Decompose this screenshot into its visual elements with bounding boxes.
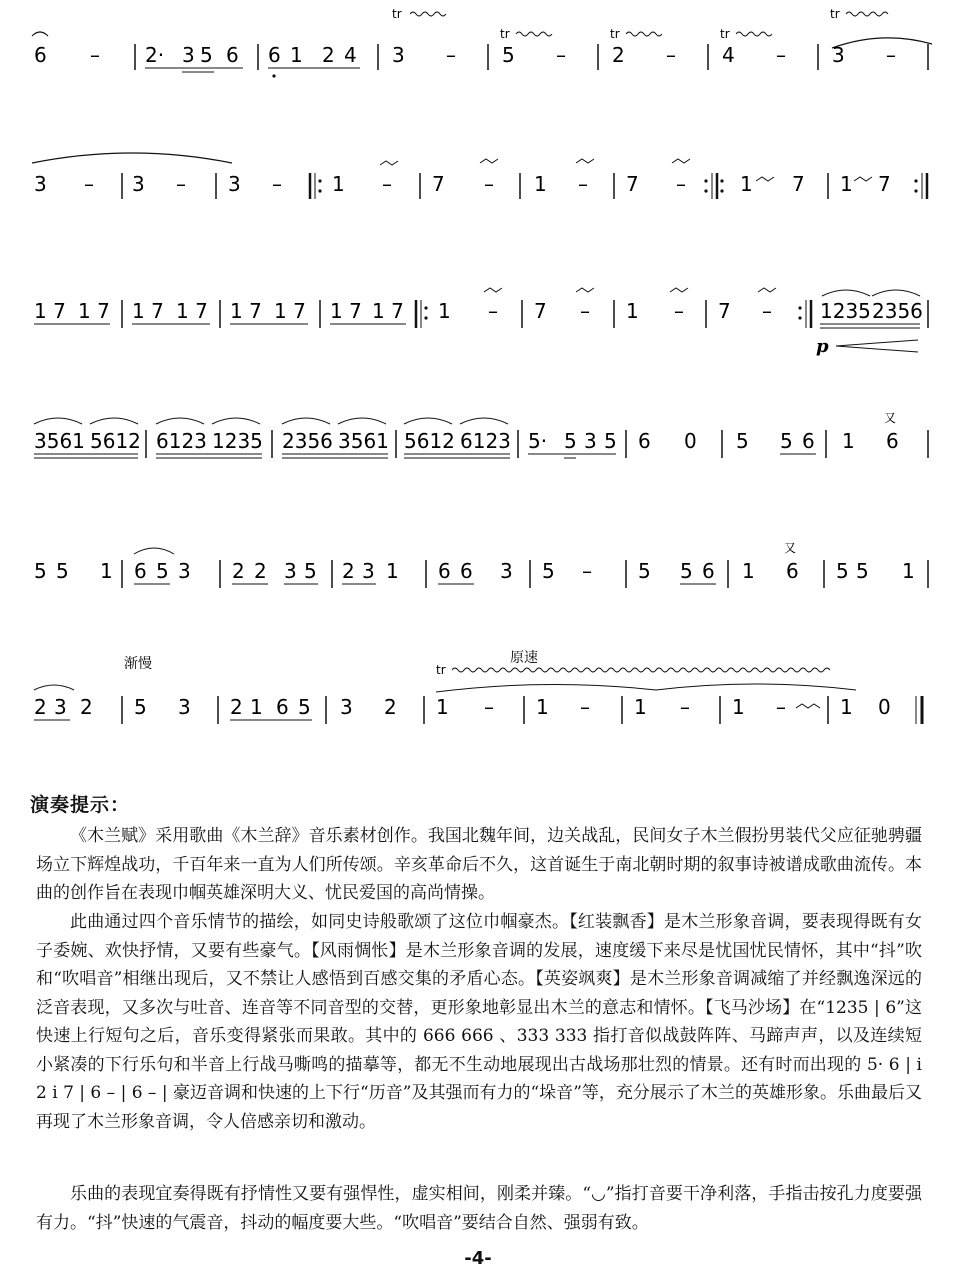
svg-text:–: – (446, 43, 456, 67)
svg-text:3: 3 (392, 43, 405, 67)
score-row-4 (0, 400, 956, 490)
svg-text:5: 5 (564, 429, 577, 453)
svg-text:–: – (666, 43, 676, 67)
svg-text:1 7: 1 7 (78, 299, 110, 323)
dynamic-marking: p (816, 336, 829, 357)
svg-text:6: 6 (702, 559, 715, 583)
svg-text:3: 3 (178, 559, 191, 583)
svg-text:5612: 5612 (90, 429, 141, 453)
svg-text:1: 1 (332, 172, 345, 196)
svg-text:0: 0 (878, 695, 891, 719)
svg-text:0: 0 (684, 429, 697, 453)
svg-text:1 7: 1 7 (176, 299, 208, 323)
svg-text:–: – (580, 299, 590, 323)
svg-text:3: 3 (832, 43, 845, 67)
technique-mark: 又 (784, 541, 797, 555)
svg-text:–: – (176, 172, 186, 196)
svg-text:1: 1 (290, 43, 303, 67)
svg-text:4: 4 (722, 43, 735, 67)
svg-text:2: 2 (232, 559, 245, 583)
technique-mark: 又 (884, 411, 897, 425)
svg-text:1 7: 1 7 (34, 299, 66, 323)
svg-text:6: 6 (802, 429, 815, 453)
svg-text:7: 7 (534, 299, 547, 323)
svg-text:–: – (488, 299, 498, 323)
svg-text:5612: 5612 (404, 429, 455, 453)
svg-text:tr: tr (830, 7, 840, 21)
svg-text:7: 7 (878, 172, 891, 196)
svg-text:6: 6 (276, 695, 289, 719)
svg-text:tr: tr (500, 27, 510, 41)
svg-text:2: 2 (322, 43, 335, 67)
svg-text:1: 1 (634, 695, 647, 719)
svg-text:tr: tr (720, 27, 730, 41)
svg-text:1: 1 (840, 695, 853, 719)
svg-text:1: 1 (842, 429, 855, 453)
svg-text:6: 6 (268, 43, 281, 67)
svg-text:1: 1 (534, 172, 547, 196)
svg-text:–: – (382, 172, 392, 196)
svg-text:3: 3 (182, 43, 195, 67)
svg-text:1 7: 1 7 (274, 299, 306, 323)
svg-text:4: 4 (344, 43, 357, 67)
trill-mark: tr (392, 7, 402, 21)
svg-text:1: 1 (740, 172, 753, 196)
svg-text:3: 3 (284, 559, 297, 583)
svg-text:–: – (776, 695, 786, 719)
svg-text:–: – (272, 172, 282, 196)
svg-text:–: – (676, 172, 686, 196)
svg-text:2356: 2356 (282, 429, 333, 453)
svg-text:1 7: 1 7 (330, 299, 362, 323)
score-row-5-notation (0, 530, 956, 620)
score-row-1 (0, 0, 956, 90)
svg-text:6123: 6123 (156, 429, 207, 453)
score-row-2-notation (0, 135, 956, 225)
svg-text:–: – (886, 43, 896, 67)
svg-text:6: 6 (460, 559, 473, 583)
svg-text:–: – (582, 559, 592, 583)
tempo-a-tempo: 原速 (510, 650, 538, 666)
svg-text:1: 1 (436, 695, 449, 719)
svg-text:2: 2 (254, 559, 267, 583)
svg-text:6: 6 (886, 429, 899, 453)
svg-text:–: – (762, 299, 772, 323)
score-row-2 (0, 135, 956, 225)
svg-text:6: 6 (226, 43, 239, 67)
svg-text:3: 3 (584, 429, 597, 453)
svg-text:2·: 2· (145, 43, 165, 67)
svg-text:5: 5 (134, 695, 147, 719)
svg-text:3: 3 (228, 172, 241, 196)
svg-text:3: 3 (34, 172, 47, 196)
svg-text:5: 5 (298, 695, 311, 719)
svg-text:1: 1 (742, 559, 755, 583)
svg-text:1: 1 (626, 299, 639, 323)
svg-text:–: – (484, 695, 494, 719)
svg-text:–: – (90, 43, 100, 67)
score-row-3-notation (0, 270, 956, 360)
svg-text:5: 5 (502, 43, 515, 67)
svg-text:–: – (556, 43, 566, 67)
svg-text:6123: 6123 (460, 429, 511, 453)
svg-text:7: 7 (626, 172, 639, 196)
svg-text:5·: 5· (528, 429, 548, 453)
svg-text:1 7: 1 7 (132, 299, 164, 323)
svg-text:5: 5 (780, 429, 793, 453)
svg-text:5: 5 (604, 429, 617, 453)
svg-text:5: 5 (856, 559, 869, 583)
svg-text:3: 3 (362, 559, 375, 583)
svg-text:5: 5 (680, 559, 693, 583)
svg-text:3: 3 (340, 695, 353, 719)
svg-text:1: 1 (840, 172, 853, 196)
svg-text:–: – (680, 695, 690, 719)
svg-text:1: 1 (100, 559, 113, 583)
svg-text:6: 6 (638, 429, 651, 453)
svg-text:2356: 2356 (872, 299, 923, 323)
svg-text:–: – (674, 299, 684, 323)
svg-text:1: 1 (386, 559, 399, 583)
svg-text:2: 2 (34, 695, 47, 719)
svg-text:2: 2 (342, 559, 355, 583)
svg-text:3: 3 (132, 172, 145, 196)
svg-text:5: 5 (304, 559, 317, 583)
svg-text:1: 1 (732, 695, 745, 719)
score-row-5 (0, 530, 956, 620)
performance-notes-heading: 演奏提示： (30, 794, 131, 816)
svg-text:5: 5 (56, 559, 69, 583)
svg-text:1 7: 1 7 (372, 299, 404, 323)
svg-text:3: 3 (178, 695, 191, 719)
svg-text:2: 2 (230, 695, 243, 719)
trill-mark: tr (436, 663, 446, 677)
notes-paragraph-3: 乐曲的表现宜奏得既有抒情性又要有强悍性，虚实相间，刚柔并臻。“◡”指打音要干净利落，手指击按孔力度要强有力。“抖”快速的气震音，抖动的幅度要大些。“吹唱音”要结合自然、强弱有致。 (36, 1184, 922, 1233)
notes-paragraph-1: 《木兰赋》采用歌曲《木兰辞》音乐素材创作。我国北魏年间，边关战乱，民间女子木兰假扮男装代父应征驰骋疆场立下辉煌战功，千百年来一直为人们所传颂。辛亥革命后不久，这首诞生于南北朝时期的叙事诗被谱成歌曲流传。本曲的创作旨在表现巾帼英雄深明大义、忧民爱国的高尚情操。 (36, 826, 922, 903)
svg-text:7: 7 (718, 299, 731, 323)
svg-text:1235: 1235 (212, 429, 263, 453)
svg-text:3561: 3561 (34, 429, 85, 453)
svg-text:–: – (578, 172, 588, 196)
svg-text:1: 1 (250, 695, 263, 719)
svg-text:2: 2 (612, 43, 625, 67)
svg-text:5: 5 (542, 559, 555, 583)
svg-text:2: 2 (80, 695, 93, 719)
svg-text:6: 6 (786, 559, 799, 583)
svg-text:1: 1 (902, 559, 915, 583)
svg-text:5: 5 (836, 559, 849, 583)
svg-text:–: – (580, 695, 590, 719)
svg-text:5: 5 (736, 429, 749, 453)
svg-text:6: 6 (134, 559, 147, 583)
score-row-6-notation (0, 650, 956, 740)
svg-text:–: – (776, 43, 786, 67)
svg-text:tr: tr (610, 27, 620, 41)
tempo-ritardando: 渐慢 (124, 656, 152, 672)
notes-paragraph-2: 此曲通过四个音乐情节的描绘，如同史诗般歌颂了这位巾帼豪杰。【红装飘香】是木兰形象音调，要表现得既有女子委婉、欢快抒情，又要有些豪气。【风雨惆怅】是木兰形象音调的发展，速度缓下来尽是忧国忧民情怀，其中“抖”吹和“吹唱音”相继出现后，又不禁让人感悟到百感交集的矛盾心态。【英姿飒爽】是木兰形象音调减缩了并经飘逸深远的泛音表现，又多次与吐音、连音等不同音型的交替，更形象地彰显出木兰的意志和情怀。【飞马沙场】在“1235 | 6”这快速上行短句之后，音乐变得紧张而果敢。其中的 666 666 、333 333 指打音似战鼓阵阵、马蹄声声，以及连续短小紧凑的下行乐句和半音上行战马嘶鸣的描摹等，都无不生动地展现出古战场那壮烈的情景。还有时而出现的 5· 6 | i 2 i 7 | 6 – | 6 – | 豪迈音调和快速的上下行“历音”及其强而有力的“垛音”等，充分展示了木兰的英雄形象。乐曲最后又再现了木兰形象音调，令人倍感亲切和激动。 (36, 912, 922, 1132)
svg-text:–: – (84, 172, 94, 196)
svg-text:7: 7 (432, 172, 445, 196)
svg-text:5: 5 (34, 559, 47, 583)
page-number: -4- (464, 1248, 492, 1269)
svg-text:1 7: 1 7 (230, 299, 262, 323)
svg-text:7: 7 (792, 172, 805, 196)
svg-text:5: 5 (156, 559, 169, 583)
svg-text:3: 3 (54, 695, 67, 719)
score-row-1-notation (0, 0, 956, 90)
svg-text:5: 5 (638, 559, 651, 583)
svg-text:3561: 3561 (338, 429, 389, 453)
svg-text:6: 6 (34, 43, 47, 67)
svg-text:1235: 1235 (820, 299, 871, 323)
score-row-4-notation (0, 400, 956, 490)
score-row-6 (0, 650, 956, 740)
svg-text:1: 1 (438, 299, 451, 323)
svg-text:–: – (484, 172, 494, 196)
svg-text:5: 5 (200, 43, 213, 67)
svg-text:6: 6 (438, 559, 451, 583)
score-row-3 (0, 270, 956, 360)
svg-text:2: 2 (384, 695, 397, 719)
svg-text:3: 3 (500, 559, 513, 583)
svg-text:1: 1 (536, 695, 549, 719)
